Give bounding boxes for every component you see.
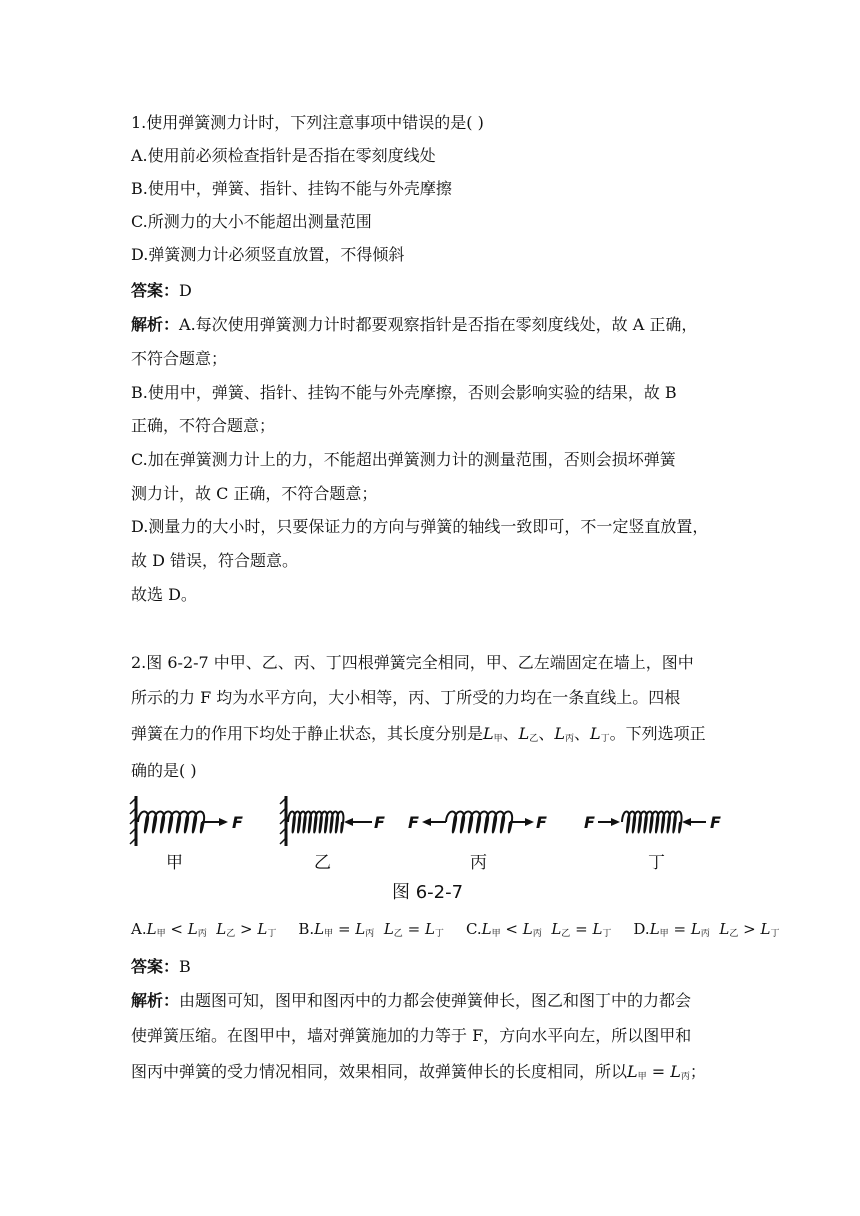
- q2-answer-value: B: [179, 957, 191, 976]
- q2-analysis-label: 解析：: [131, 991, 180, 1010]
- q1-stem: 1.使用弹簧测力计时，下列注意事项中错误的是( ): [131, 113, 484, 132]
- figure-caption: 图 6-2-7: [392, 882, 464, 903]
- figure-label-yi: 乙: [314, 853, 331, 873]
- spring-yi: [288, 812, 343, 833]
- q2-stem-line-2: 所示的力 F 均为水平方向，大小相等，丙、丁所受的力均在一条直线上。四根: [131, 688, 681, 707]
- q2-answer-label: 答案：: [131, 957, 180, 976]
- q1-analysis-line-6: 测力计，故 C 正确，不符合题意；: [131, 484, 378, 503]
- q1-analysis-line-4: 正确，不符合题意；: [131, 416, 276, 435]
- q1-analysis-label: 解析：: [131, 315, 180, 334]
- force-label-bing-left: F: [408, 813, 419, 832]
- spring-jia: [138, 812, 204, 833]
- q2-analysis-line-2: 使弹簧压缩。在图甲中，墙对弹簧施加的力等于 F，方向水平向左，所以图甲和: [131, 1026, 692, 1045]
- figure-label-bing: 丙: [470, 853, 487, 873]
- q1-analysis-line-3: B.使用中，弹簧、指针、挂钩不能与外壳摩擦，否则会影响实验的结果，故 B: [131, 383, 677, 402]
- force-label-ding-left: F: [584, 813, 595, 832]
- q1-option-b: B.使用中，弹簧、指针、挂钩不能与外壳摩擦: [131, 179, 452, 198]
- force-label-jia: F: [232, 813, 243, 832]
- spring-figure: [126, 790, 736, 910]
- q2-option-b: $B.L_甲 = L_丙$ $L_乙 = L_丁$: [298, 920, 444, 939]
- q2-answer: [131, 956, 191, 978]
- q1-answer-label: 答案：: [131, 281, 180, 300]
- q1-option-a: A.使用前必须检查指针是否指在零刻度线处: [131, 146, 436, 165]
- q2-options: [131, 918, 801, 945]
- spring-bing: [446, 812, 512, 833]
- q1-analysis-line-8: 故 D 错误，符合题意。: [131, 551, 299, 570]
- q2-stem-line-4: 确的是( ): [131, 761, 197, 780]
- q2-analysis-line-3: 图丙中弹簧的受力情况相同，效果相同，故弹簧伸长的长度相同，所以$L_甲 = L_丙$；: [131, 1062, 706, 1082]
- q2-stem-line-3: 弹簧在力的作用下均处于静止状态，其长度分别是$L_甲$、$L_乙$、$L_丙$、$L_丁$。下列选项正: [131, 724, 706, 744]
- force-label-ding-right: F: [710, 813, 721, 832]
- spring-ding: [622, 812, 682, 833]
- figure-label-jia: 甲: [166, 853, 183, 873]
- q1-option-d: D.弹簧测力计必须竖直放置，不得倾斜: [131, 245, 405, 264]
- q1-analysis-line-1: 解析：A.每次使用弹簧测力计时都要观察指针是否指在零刻度线处，故 A 正确，: [131, 315, 698, 334]
- q1-analysis-line-2: 不符合题意；: [131, 349, 228, 368]
- q2-option-c: $C.L_甲 < L_丙$ $L_乙 = L_丁$: [465, 920, 612, 939]
- q2-stem-line-1: 2.图 6-2-7 中甲、乙、丙、丁四根弹簧完全相同，甲、乙左端固定在墙上，图中: [131, 653, 694, 672]
- q2-analysis-line-1: 解析：由题图可知，图甲和图丙中的力都会使弹簧伸长，图乙和图丁中的力都会: [131, 991, 692, 1010]
- force-label-yi: F: [374, 813, 385, 832]
- q2-option-d: $D.L_甲 = L_丙$ $L_乙 > L_丁$: [633, 920, 780, 939]
- q1-option-c: C.所测力的大小不能超出测量范围: [131, 212, 372, 231]
- q1-analysis-line-9: 故选 D。: [131, 585, 197, 604]
- q2-option-a: $A.L_甲 < L_丙$ $L_乙 > L_丁$: [131, 920, 277, 939]
- figure-label-ding: 丁: [648, 853, 665, 873]
- q1-analysis-line-5: C.加在弹簧测力计上的力，不能超出弹簧测力计的测量范围，否则会损坏弹簧: [131, 450, 676, 469]
- q1-analysis-line-7: D.测量力的大小时，只要保证力的方向与弹簧的轴线一致即可，不一定竖直放置，: [131, 517, 709, 536]
- force-label-bing-right: F: [536, 813, 547, 832]
- q1-answer: [131, 280, 192, 302]
- q1-answer-value: D: [179, 281, 192, 300]
